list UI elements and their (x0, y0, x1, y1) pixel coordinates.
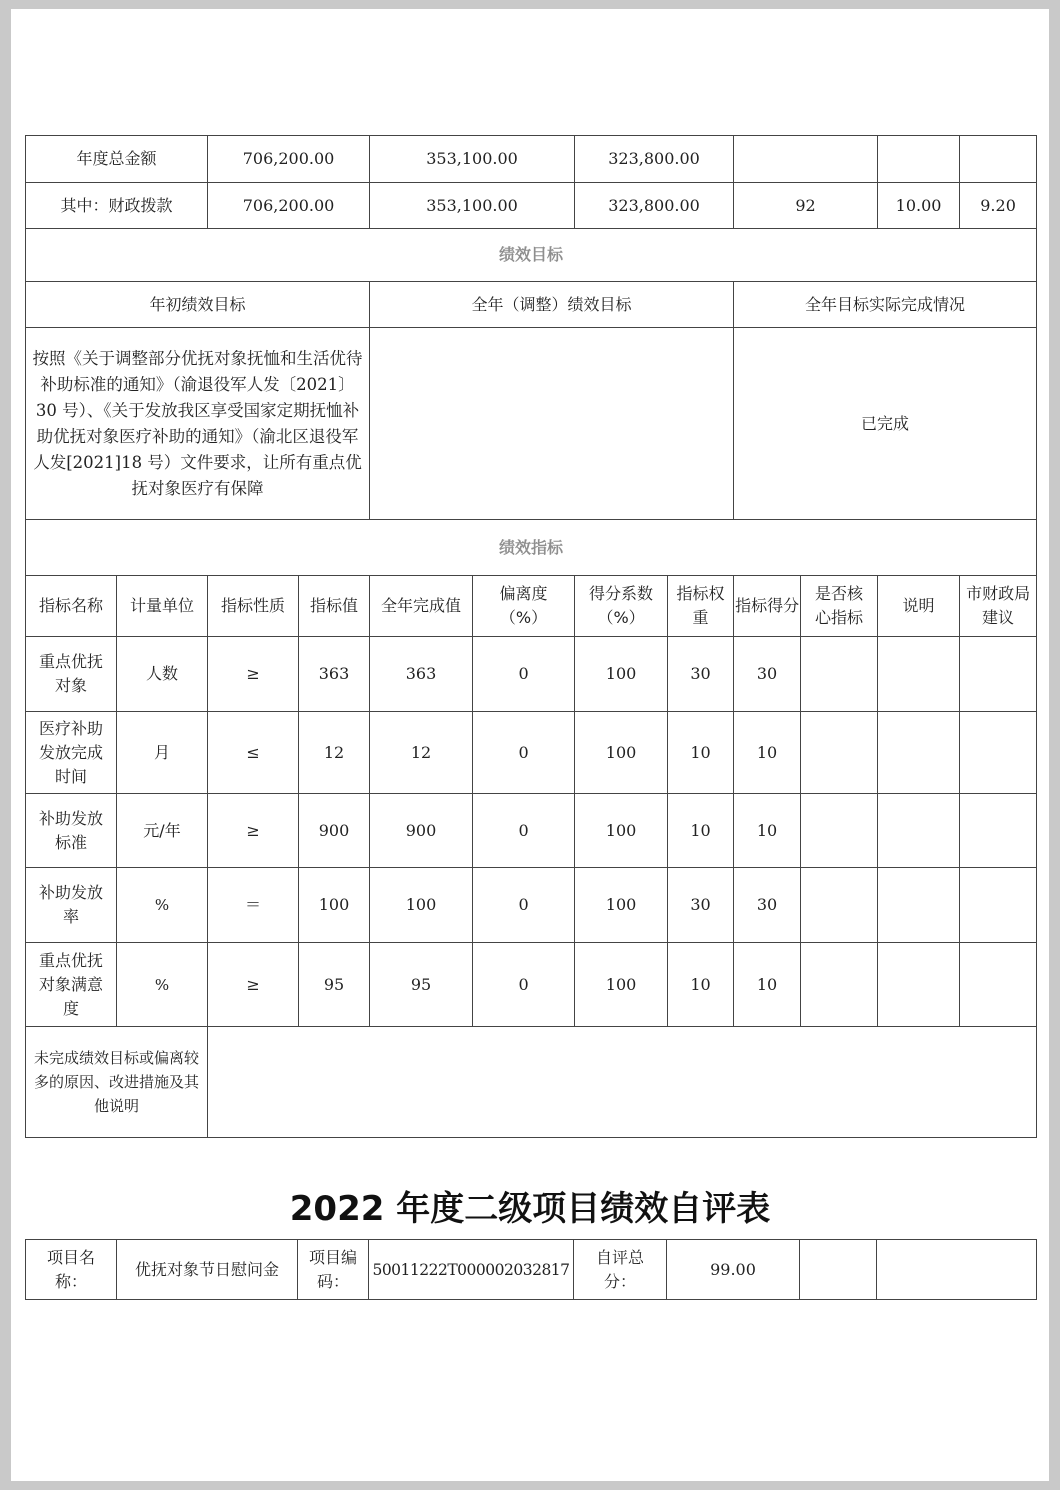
indicator-core (801, 712, 878, 794)
project-code-label: 项目编码： (298, 1240, 369, 1300)
indicator-weight: 30 (668, 637, 734, 712)
empty-cell (877, 1240, 1037, 1300)
indicator-weight: 10 (668, 794, 734, 868)
col-initial-goal: 年初绩效目标 (26, 282, 370, 328)
indicator-coef: 100 (575, 712, 668, 794)
indicator-note (878, 943, 960, 1027)
project-code-value: 50011222T000002032817 (369, 1240, 574, 1300)
indicator-unit: % (117, 943, 208, 1027)
indicator-row (26, 637, 1037, 712)
indicators-section-title: 绩效指标 (26, 520, 1037, 576)
second-form-table (25, 1239, 1037, 1300)
remarks-row (26, 1027, 1037, 1138)
header-cell: 市财政局建议 (960, 576, 1037, 637)
funding-value: 9.20 (960, 183, 1037, 229)
indicator-note (878, 868, 960, 943)
indicator-core (801, 868, 878, 943)
header-cell: 说明 (878, 576, 960, 637)
funding-value (960, 136, 1037, 183)
project-name-value: 优抚对象节日慰问金 (117, 1240, 298, 1300)
funding-value: 353,100.00 (370, 136, 575, 183)
indicator-unit: 月 (117, 712, 208, 794)
indicator-core (801, 943, 878, 1027)
header-cell: 全年完成值 (370, 576, 473, 637)
indicator-actual: 363 (370, 637, 473, 712)
header-cell: 指标权重 (668, 576, 734, 637)
indicator-nature: ＝ (208, 868, 299, 943)
indicator-row (26, 868, 1037, 943)
self-score-label: 自评总分： (574, 1240, 667, 1300)
self-score-value: 99.00 (667, 1240, 800, 1300)
header-cell: 偏离度（%） (473, 576, 575, 637)
funding-value: 353,100.00 (370, 183, 575, 229)
indicator-row (26, 712, 1037, 794)
indicator-name: 补助发放率 (26, 868, 117, 943)
initial-goal-text: 按照《关于调整部分优抚对象抚恤和生活优待补助标准的通知》（渝退役军人发〔2021〕30 号）、《关于发放我区享受国家定期抚恤补助优抚对象医疗补助的通知》（渝北区退役军人发[2021]18 号）文件要求，让所有重点优抚对象医疗有保障 (26, 328, 370, 520)
indicator-deviation: 0 (473, 637, 575, 712)
indicator-core (801, 637, 878, 712)
indicator-nature: ≥ (208, 637, 299, 712)
indicator-target: 12 (299, 712, 370, 794)
indicator-deviation: 0 (473, 943, 575, 1027)
header-cell: 指标性质 (208, 576, 299, 637)
indicator-name: 重点优抚对象 (26, 637, 117, 712)
remarks-text (208, 1027, 1037, 1138)
indicator-actual: 12 (370, 712, 473, 794)
header-cell: 是否核心指标 (801, 576, 878, 637)
funding-value: 323,800.00 (575, 136, 734, 183)
indicator-unit: 人数 (117, 637, 208, 712)
performance-table (25, 135, 1037, 1138)
indicator-target: 363 (299, 637, 370, 712)
header-cell: 指标值 (299, 576, 370, 637)
indicator-core (801, 794, 878, 868)
header-cell: 指标名称 (26, 576, 117, 637)
funding-value: 706,200.00 (208, 183, 370, 229)
indicator-target: 900 (299, 794, 370, 868)
indicator-score: 30 (734, 637, 801, 712)
document-page (11, 9, 1049, 1481)
second-form-title: 2022 年度二级项目绩效自评表 (289, 1189, 771, 1229)
indicator-row (26, 794, 1037, 868)
indicator-target: 100 (299, 868, 370, 943)
indicator-score: 10 (734, 794, 801, 868)
indicator-unit: % (117, 868, 208, 943)
adjusted-goal-text (370, 328, 734, 520)
funding-label: 其中：财政拨款 (26, 183, 208, 229)
indicator-deviation: 0 (473, 794, 575, 868)
funding-value (878, 136, 960, 183)
indicator-score: 10 (734, 943, 801, 1027)
indicator-actual: 900 (370, 794, 473, 868)
indicator-unit: 元/年 (117, 794, 208, 868)
indicator-score: 10 (734, 712, 801, 794)
indicator-score: 30 (734, 868, 801, 943)
indicator-note (878, 712, 960, 794)
indicator-name: 医疗补助发放完成时间 (26, 712, 117, 794)
indicator-deviation: 0 (473, 868, 575, 943)
indicator-row (26, 943, 1037, 1027)
col-adjusted-goal: 全年（调整）绩效目标 (370, 282, 734, 328)
indicator-actual: 100 (370, 868, 473, 943)
header-cell: 得分系数（%） (575, 576, 668, 637)
indicator-advice (960, 712, 1037, 794)
funding-value (734, 136, 878, 183)
actual-completion-text: 已完成 (734, 328, 1037, 520)
indicator-actual: 95 (370, 943, 473, 1027)
empty-cell (800, 1240, 877, 1300)
funding-value: 323,800.00 (575, 183, 734, 229)
indicator-name: 补助发放标准 (26, 794, 117, 868)
project-name-label: 项目名称： (26, 1240, 117, 1300)
indicator-coef: 100 (575, 637, 668, 712)
funding-label: 年度总金额 (26, 136, 208, 183)
indicator-deviation: 0 (473, 712, 575, 794)
indicator-name: 重点优抚对象满意度 (26, 943, 117, 1027)
funding-value: 706,200.00 (208, 136, 370, 183)
indicator-advice (960, 794, 1037, 868)
funding-value: 92 (734, 183, 878, 229)
indicator-note (878, 794, 960, 868)
remarks-label: 未完成绩效目标或偏离较多的原因、改进措施及其他说明 (26, 1027, 208, 1138)
funding-row-total (26, 136, 1037, 183)
indicator-advice (960, 943, 1037, 1027)
goals-section-title: 绩效目标 (26, 229, 1037, 282)
indicator-weight: 30 (668, 868, 734, 943)
funding-value: 10.00 (878, 183, 960, 229)
indicator-weight: 10 (668, 943, 734, 1027)
indicator-coef: 100 (575, 868, 668, 943)
col-actual-completion: 全年目标实际完成情况 (734, 282, 1037, 328)
indicator-weight: 10 (668, 712, 734, 794)
indicator-target: 95 (299, 943, 370, 1027)
header-cell: 计量单位 (117, 576, 208, 637)
indicators-header-row (26, 576, 1037, 637)
indicator-note (878, 637, 960, 712)
indicator-nature: ≤ (208, 712, 299, 794)
indicator-advice (960, 637, 1037, 712)
indicator-coef: 100 (575, 794, 668, 868)
header-cell: 指标得分 (734, 576, 801, 637)
funding-row-fiscal (26, 183, 1037, 229)
indicator-coef: 100 (575, 943, 668, 1027)
indicator-nature: ≥ (208, 943, 299, 1027)
indicator-advice (960, 868, 1037, 943)
indicator-nature: ≥ (208, 794, 299, 868)
